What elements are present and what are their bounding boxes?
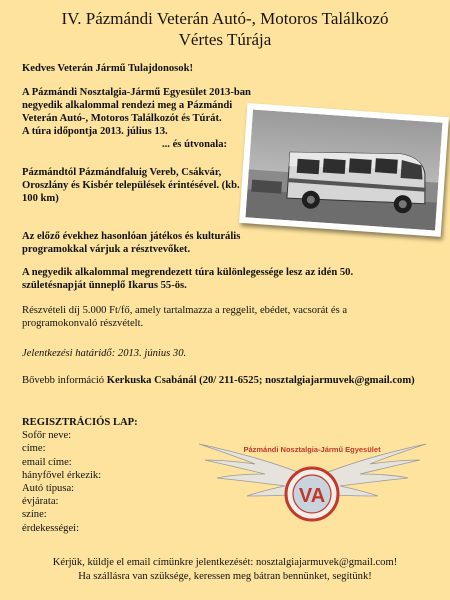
info-line <box>22 374 415 387</box>
games-line: Az előző évekhez hasonlóan játékos és kulturális <box>22 231 241 242</box>
footer-line-1: Kérjük, küldje el email címünkre jelentkezését: nosztalgiajarmuvek@gmail.com! <box>52 557 398 568</box>
fee-paragraph <box>22 304 347 330</box>
vintage-bus-photo <box>239 103 449 237</box>
page-title <box>0 8 450 50</box>
fee-line: programokonvaló részvételt. <box>22 318 144 329</box>
logo-emblem-text: VA <box>298 485 326 507</box>
tour-date: A túra időpontja 2013. július 13. <box>22 126 168 137</box>
form-field-driver-name: Sofőr neve: <box>22 430 72 442</box>
title-line-1: IV. Pázmándi Veterán Autó-, Motoros Találkozó <box>61 9 389 28</box>
form-field-guests: hányfővel érkezik: <box>22 469 102 481</box>
intro-line: Veterán Autó-, Motoros Találkozót és Túrát. <box>22 113 222 124</box>
form-field-address: címe: <box>22 443 46 455</box>
special-line: születésnapját ünneplő Ikarus 55-ös. <box>22 280 187 291</box>
intro-paragraph <box>22 86 251 151</box>
deadline: Jelentkezési határidő: 2013. június 30. <box>22 348 187 359</box>
route-paragraph <box>22 166 240 205</box>
intro-line: negyedik alkalommal rendezi meg a Pázmándi <box>22 100 233 111</box>
greeting: Kedves Veterán Jármű Tulajdonosok! <box>22 63 193 74</box>
route-line: 100 km) <box>22 193 59 204</box>
bus-image <box>245 110 442 231</box>
title-line-2: Vértes Túrája <box>178 30 272 49</box>
fee-line: Részvételi díj 5.000 Ft/fő, amely tartalmazza a reggelit, ebédet, vacsorát és a <box>22 305 348 316</box>
special-line: A negyedik alkalommal megrendezett túra különlegessége lesz az idén 50. <box>22 267 354 278</box>
registration-form <box>22 416 138 535</box>
contact-info: Kerkuska Csabánál (20/ 211-6525; nosztalgiajarmuvek@gmail.com) <box>106 375 415 386</box>
registration-heading: REGISZTRÁCIÓS LAP: <box>22 417 138 428</box>
games-line: programokkal várjuk a résztvevőket. <box>22 244 191 255</box>
footer-line-2: Ha szállásra van szüksége, keressen meg bátran bennünket, segítünk! <box>78 571 372 582</box>
footer <box>0 556 450 584</box>
special-paragraph <box>22 266 353 292</box>
route-line: Pázmándtól Pázmándfaluig Vereb, Csákvár, <box>22 167 222 178</box>
club-logo <box>195 438 430 530</box>
form-field-year: évjárata: <box>22 496 59 508</box>
winged-emblem-icon <box>195 438 430 530</box>
intro-line: ... és útvonala: <box>162 139 228 150</box>
form-field-color: színe: <box>22 509 47 521</box>
form-field-notes: érdekességei: <box>22 522 80 534</box>
info-prefix: Bővebb információ <box>22 375 107 386</box>
route-line: Oroszlány és Kisbér települések érintésével. (kb. <box>22 180 240 191</box>
form-field-car-type: Autó típusa: <box>22 483 75 495</box>
form-field-email: email címe: <box>22 456 72 468</box>
intro-line: A Pázmándi Nosztalgia-Jármű Egyesület 2013-ban <box>22 87 251 98</box>
logo-text: Pázmándi Nosztalgia-Jármű Egyesület <box>243 445 381 454</box>
games-paragraph <box>22 230 240 256</box>
